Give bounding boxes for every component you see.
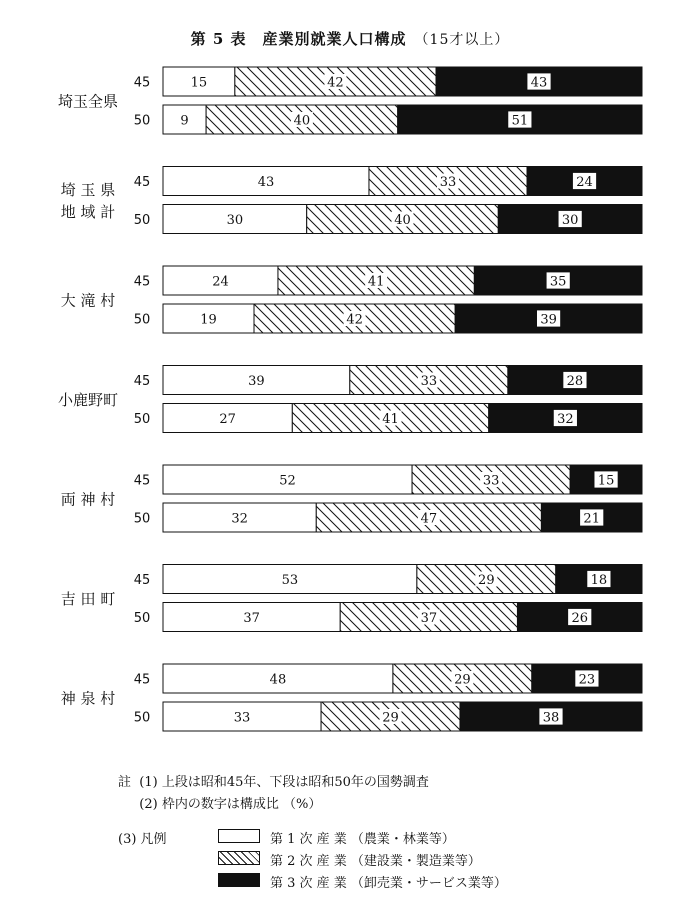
chart-title: 第 5 表 産業別就業人口構成 <box>190 30 407 48</box>
data-label: 33 <box>420 374 438 389</box>
legend-label: (3) 凡例 <box>118 832 167 847</box>
data-label: 42 <box>327 75 344 91</box>
year-label: 50 <box>133 213 151 228</box>
data-label: 48 <box>269 672 287 688</box>
data-label: 32 <box>231 511 248 527</box>
data-label: 39 <box>540 312 557 328</box>
data-label: 52 <box>279 473 296 489</box>
data-label: 29 <box>454 672 471 688</box>
year-label: 45 <box>133 374 151 389</box>
data-label: 33 <box>233 710 251 726</box>
year-label: 45 <box>133 75 151 91</box>
chart-subtitle: （15才以上） <box>414 32 510 48</box>
data-label: 23 <box>578 672 596 688</box>
data-label: 15 <box>597 473 615 489</box>
data-label: 47 <box>420 511 438 527</box>
data-label: 24 <box>212 274 229 290</box>
data-label: 40 <box>293 113 311 129</box>
year-label: 45 <box>133 274 151 290</box>
group-label: 埼 玉 県地 域 計 <box>60 181 116 221</box>
data-label: 33 <box>482 473 500 489</box>
year-label: 50 <box>133 412 151 427</box>
data-label: 33 <box>439 175 457 190</box>
data-label: 43 <box>257 175 275 190</box>
year-label: 50 <box>133 511 151 527</box>
year-label: 50 <box>133 312 151 328</box>
data-label: 51 <box>511 113 529 129</box>
data-label: 29 <box>478 573 495 588</box>
legend-item-primary: 第 1 次 産 業 （農業・林業等） <box>270 832 455 847</box>
data-label: 28 <box>566 374 584 389</box>
group-label: 吉 田 町 <box>60 590 116 608</box>
year-label: 45 <box>133 672 151 688</box>
group-label: 神 泉 村 <box>60 689 116 708</box>
data-label: 35 <box>549 274 567 290</box>
note-2: (2) 枠内の数字は構成比 （%） <box>139 797 322 812</box>
data-label: 24 <box>576 175 593 190</box>
legend-item-tertiary: 第 3 次 産 業 （卸売業・サービス業等） <box>270 876 507 891</box>
data-label: 41 <box>382 412 399 427</box>
group-label: 両 神 村 <box>60 490 116 509</box>
year-label: 45 <box>133 175 151 190</box>
data-label: 18 <box>590 573 608 588</box>
note-row-2 <box>118 794 429 816</box>
legend-item-secondary: 第 2 次 産 業 （建設業・製造業等） <box>270 854 481 869</box>
data-label: 41 <box>367 274 385 290</box>
data-label: 15 <box>190 75 208 91</box>
data-label: 53 <box>281 573 299 588</box>
data-label: 30 <box>226 213 244 228</box>
data-label: 39 <box>248 374 265 389</box>
year-label: 45 <box>133 473 151 489</box>
group-label: 大 滝 村 <box>60 291 116 310</box>
data-label: 37 <box>243 611 260 626</box>
group-label: 小鹿野町 <box>57 391 119 409</box>
legend-swatch-tertiary <box>218 873 260 887</box>
year-label: 45 <box>133 573 151 588</box>
data-label: 30 <box>561 213 579 228</box>
notes <box>118 772 429 816</box>
notes-label: 註 <box>118 775 132 790</box>
data-label: 21 <box>583 511 600 527</box>
data-label: 26 <box>571 611 589 626</box>
year-label: 50 <box>133 611 151 626</box>
year-label: 50 <box>133 113 151 129</box>
data-label: 40 <box>394 213 411 228</box>
data-label: 32 <box>557 412 574 427</box>
legend-swatch-secondary <box>218 851 260 865</box>
data-label: 27 <box>219 412 236 427</box>
data-label: 9 <box>180 113 189 129</box>
data-label: 19 <box>200 312 217 328</box>
data-label: 29 <box>382 710 399 726</box>
year-label: 50 <box>133 710 151 726</box>
note-row-1 <box>118 772 429 794</box>
data-label: 42 <box>346 312 363 328</box>
legend-swatch-primary <box>218 829 260 843</box>
data-label: 37 <box>420 611 438 626</box>
data-label: 43 <box>530 75 548 91</box>
group-label: 埼玉全県 <box>57 92 119 111</box>
note-1: (1) 上段は昭和45年、下段は昭和50年の国勢調査 <box>139 775 429 790</box>
data-label: 38 <box>542 710 560 726</box>
